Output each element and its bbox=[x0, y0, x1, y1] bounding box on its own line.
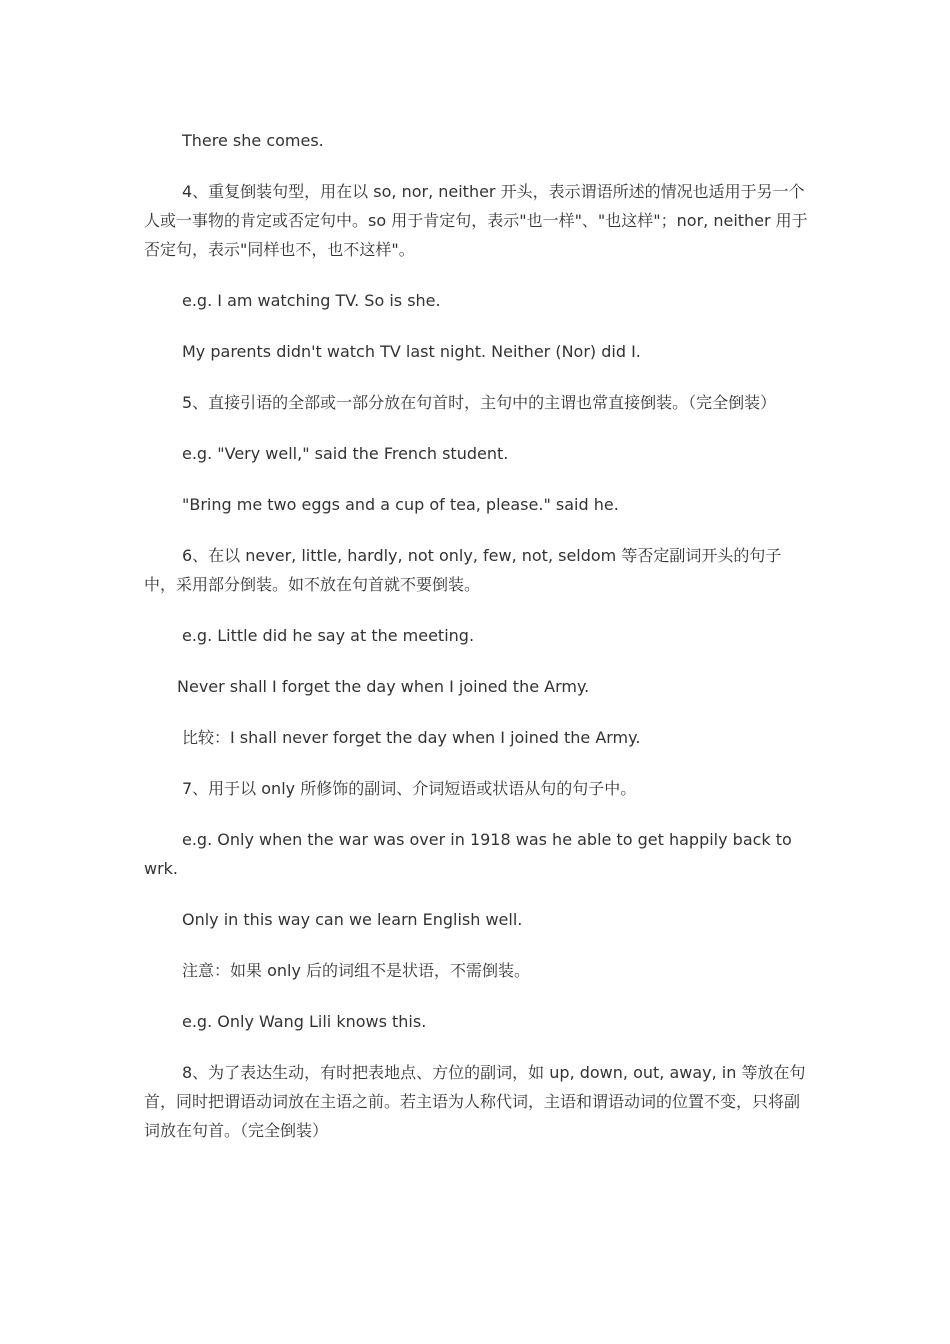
paragraph-rule-5: 5、直接引语的全部或一部分放在句首时，主句中的主谓也常直接倒装。（完全倒装） bbox=[182, 393, 777, 412]
paragraph-example-5a: e.g. "Very well," said the French student. bbox=[182, 444, 509, 463]
paragraph-example-4b: My parents didn't watch TV last night. Neither (Nor) did I. bbox=[182, 342, 641, 361]
paragraph-rule-7: 7、用于以 only 所修饰的副词、介词短语或状语从句的句子中。 bbox=[182, 779, 637, 798]
paragraph-rule-8: 8、为了表达生动，有时把表地点、方位的副词，如 up, down, out, away, in 等放在句首，同时把谓语动词放在主语之前。若主语为人称代词，主语和谓语动词的位置不变，只将副词放在句首。（完全倒装） bbox=[144, 1063, 806, 1140]
paragraph-example-6a: e.g. Little did he say at the meeting. bbox=[182, 626, 475, 645]
paragraph-comparison-6: 比较：I shall never forget the day when I joined the Army. bbox=[182, 728, 641, 747]
paragraph-rule-6: 6、在以 never, little, hardly, not only, few, not, seldom 等否定副词开头的句子中，采用部分倒装。如不放在句首就不要倒装。 bbox=[144, 546, 782, 594]
paragraph-rule-4: 4、重复倒装句型，用在以 so, nor, neither 开头，表示谓语所述的情况也适用于另一个人或一事物的肯定或否定句中。so 用于肯定句，表示"也一样"、"也这样"；nor, neither 用于否定句，表示"同样也不，也不这样"。 bbox=[144, 182, 808, 259]
paragraph-example-6b: Never shall I forget the day when I joined the Army. bbox=[177, 677, 590, 696]
paragraph-example-7a: e.g. Only when the war was over in 1918 was he able to get happily back to wrk. bbox=[144, 830, 792, 878]
paragraph-example-7c: e.g. Only Wang Lili knows this. bbox=[182, 1012, 427, 1031]
paragraph-example-5b: "Bring me two eggs and a cup of tea, please." said he. bbox=[182, 495, 619, 514]
document-body bbox=[144, 126, 808, 1167]
paragraph-example-4a: e.g. I am watching TV. So is she. bbox=[182, 291, 441, 310]
paragraph-example-7b: Only in this way can we learn English well. bbox=[182, 910, 523, 929]
paragraph-there-she-comes: There she comes. bbox=[182, 131, 324, 150]
paragraph-note-7: 注意：如果 only 后的词组不是状语，不需倒装。 bbox=[182, 961, 531, 980]
